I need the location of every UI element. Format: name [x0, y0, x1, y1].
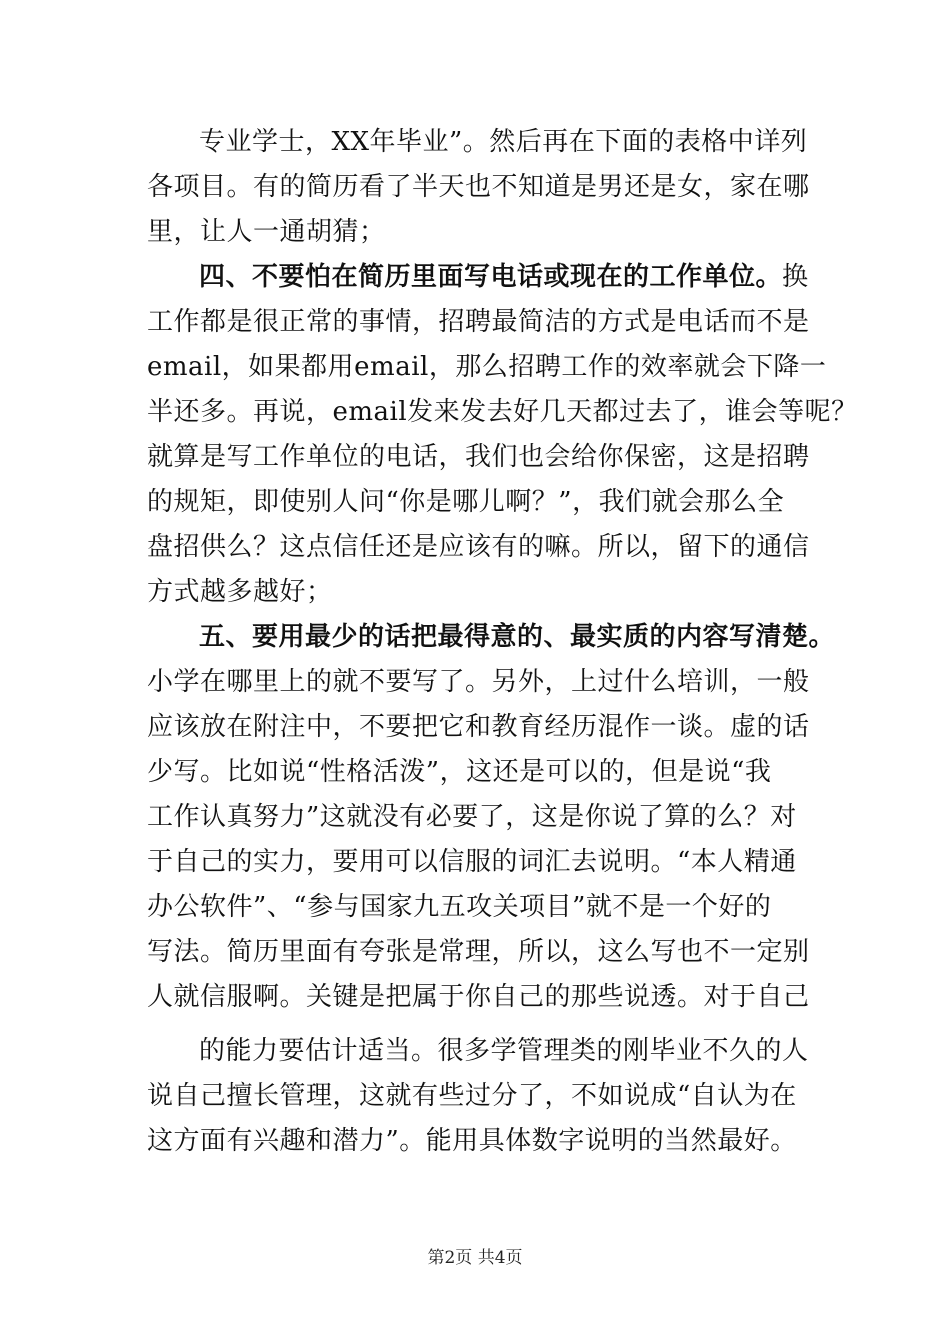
paragraph-line: 方式越多越好；: [147, 577, 333, 607]
section-heading-line: [199, 254, 809, 300]
section-heading-4: 四、不要怕在简历里面写电话或现在的工作单位。: [199, 262, 783, 292]
paragraph-line: 半还多。再说，email发来发去好几天都过去了，谁会等呢？: [147, 397, 858, 427]
paragraph-line: email，如果都用email，那么招聘工作的效率就会下降一: [147, 352, 827, 382]
paragraph-line: 说自己擅长管理，这就有些过分了，不如说成“自认为在: [147, 1081, 797, 1111]
paragraph-line: 写法。简历里面有夸张是常理，所以，这么写也不一定别: [147, 937, 810, 967]
paragraph-line: 就算是写工作单位的电话，我们也会给你保密，这是招聘: [147, 442, 810, 472]
paragraph-line: 里，让人一通胡猜；: [147, 217, 386, 247]
paragraph-line: 的规矩，即使别人问“你是哪儿啊？”，我们就会那么全: [147, 487, 785, 517]
paragraph-line: 盘招供么？这点信任还是应该有的嘛。所以，留下的通信: [147, 532, 810, 562]
paragraph-line: 办公软件”、“参与国家九五攻关项目”就不是一个好的: [147, 892, 772, 922]
paragraph-line: 各项目。有的简历看了半天也不知道是男还是女，家在哪: [147, 172, 810, 202]
paragraph-line: 少写。比如说“性格活泼”，这还是可以的，但是说“我: [147, 757, 772, 787]
paragraph-line: 人就信服啊。关键是把属于你自己的那些说透。对于自己: [147, 982, 810, 1012]
section-heading-5: 五、要用最少的话把最得意的、最实质的内容写清楚。: [199, 622, 836, 652]
page-number-footer: 第2页 共4页: [427, 1248, 523, 1268]
paragraph-line: 这方面有兴趣和潜力”。能用具体数字说明的当然最好。: [147, 1126, 797, 1156]
paragraph-line: 工作都是很正常的事情，招聘最简洁的方式是电话而不是: [147, 307, 810, 337]
paragraph-text: 换: [782, 262, 809, 292]
paragraph-line: 小学在哪里上的就不要写了。另外，上过什么培训，一般: [147, 667, 810, 697]
paragraph-line: 工作认真努力”这就没有必要了，这是你说了算的么？对: [147, 802, 797, 832]
paragraph-line: 专业学士，XX年毕业”。然后再在下面的表格中详列: [199, 127, 808, 157]
paragraph-line: 应该放在附注中，不要把它和教育经历混作一谈。虚的话: [147, 712, 810, 742]
paragraph-line: 于自己的实力，要用可以信服的词汇去说明。“本人精通: [147, 847, 797, 877]
paragraph-line: 的能力要估计适当。很多学管理类的刚毕业不久的人: [199, 1036, 809, 1066]
